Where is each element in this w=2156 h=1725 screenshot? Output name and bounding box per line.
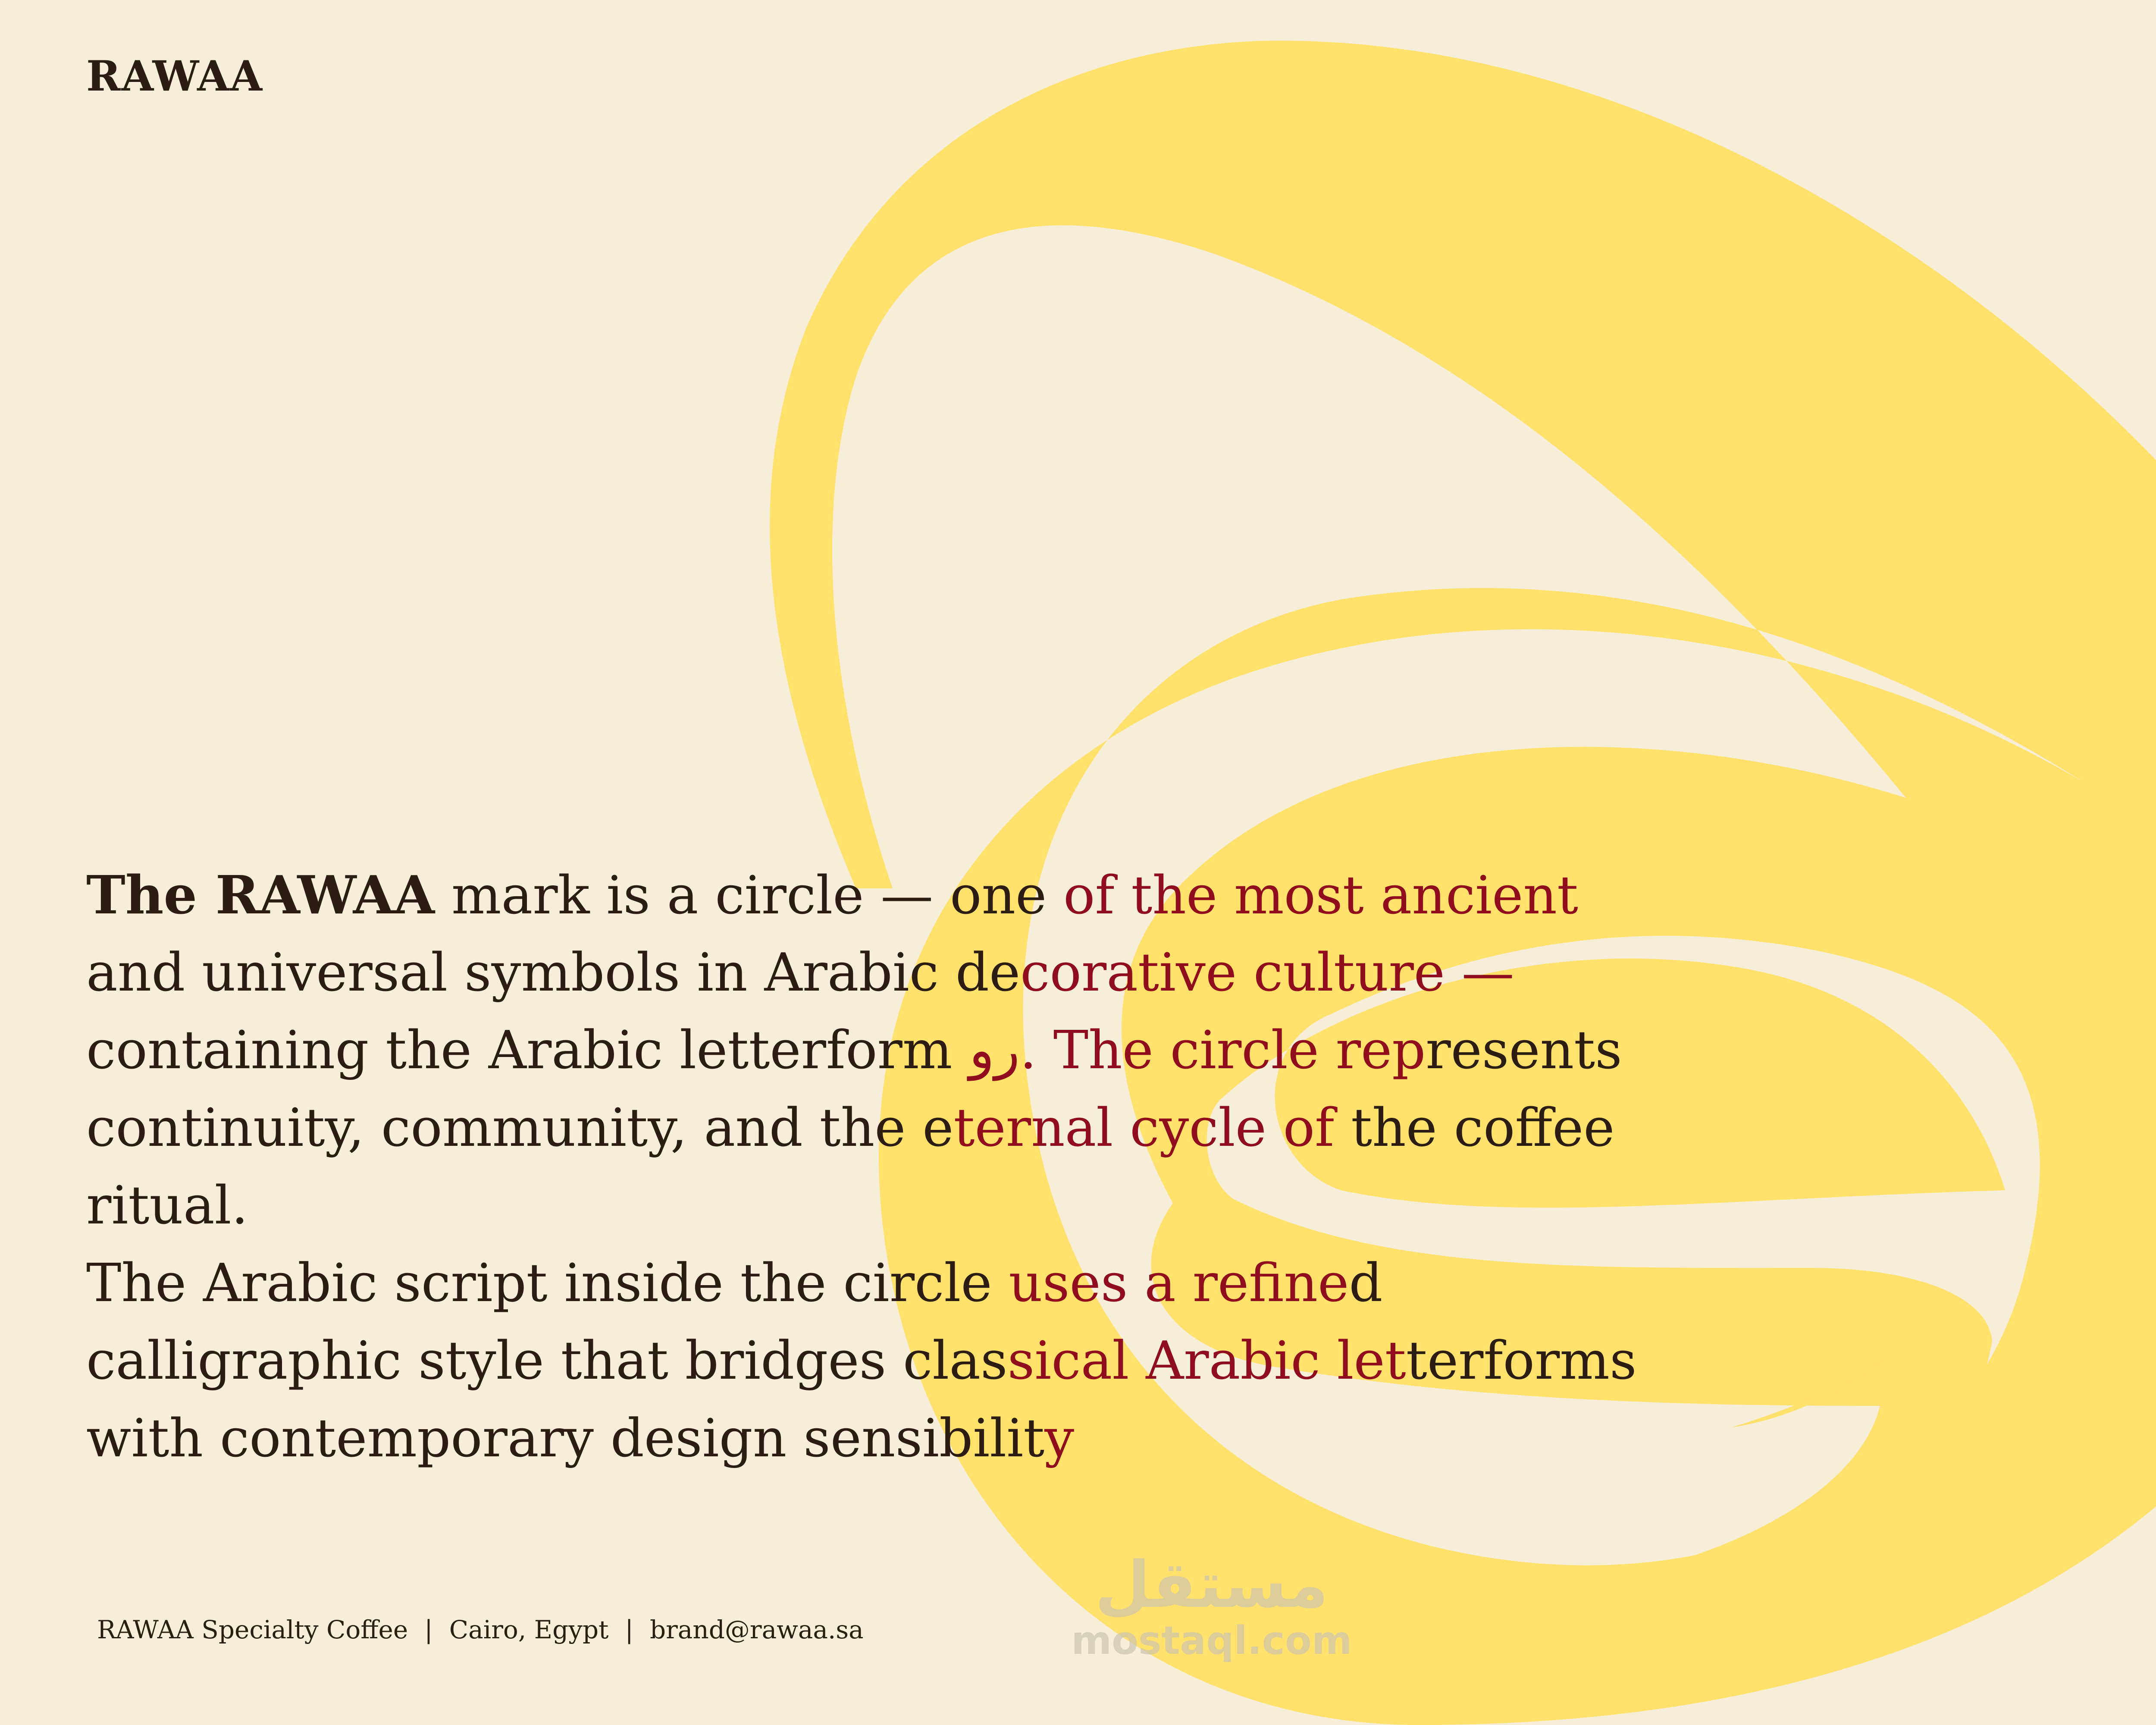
description-text: mark is a circle — one (435, 865, 1064, 926)
description-text: calligraphic style that bridges clas (86, 1330, 1008, 1391)
description-strong: The RAWAA (86, 864, 435, 926)
description-text: The Arabic script inside the circle (86, 1252, 1009, 1314)
description-text: containing the Arabic letterform (86, 1019, 969, 1081)
watermark-latin: mostaql.com (1071, 1618, 1352, 1663)
brand-name: RAWAA (86, 52, 263, 100)
description-accent: رو. The circle rep (969, 1019, 1426, 1081)
description-line-5 (86, 1167, 1509, 1244)
description-text: resents (1426, 1019, 1622, 1081)
description-text: d (1349, 1252, 1383, 1314)
description-line-6 (86, 1244, 1509, 1322)
footer-separator: | (424, 1615, 433, 1644)
description-text: and universal symbols in Arabic de (86, 942, 1021, 1003)
description-line-8 (86, 1399, 1509, 1477)
description-accent: y (1044, 1408, 1075, 1469)
description-line-4 (86, 1089, 1615, 1167)
description-accent: corative culture — (1020, 942, 1514, 1003)
footer (97, 1615, 864, 1644)
description-line-3 (86, 1011, 1622, 1089)
description-text: terforms (1406, 1330, 1637, 1391)
description-text: the coffee (1334, 1097, 1615, 1158)
footer-email[interactable]: brand@rawaa.sa (649, 1615, 864, 1644)
description-accent: uses a refine (1009, 1252, 1349, 1314)
watermark-arabic: مستقل (1095, 1548, 1329, 1622)
description-text: continuity, community, and the e (86, 1097, 954, 1158)
footer-separator: | (625, 1615, 633, 1644)
description-accent: ternal cycle of (953, 1097, 1335, 1158)
description-text: ritual. (86, 1175, 248, 1236)
footer-company: RAWAA Specialty Coffee (97, 1615, 408, 1644)
footer-location: Cairo, Egypt (449, 1615, 609, 1644)
description-text: with contemporary design sensibilit (86, 1408, 1045, 1469)
description-line-2 (86, 934, 1514, 1011)
description-line-7 (86, 1322, 1637, 1399)
description-line-1 (86, 856, 1578, 934)
watermark (1061, 1550, 1363, 1693)
brand-description (86, 856, 1637, 1477)
description-accent: sical Arabic let (1007, 1330, 1406, 1391)
description-accent: of the most ancient (1063, 865, 1578, 926)
